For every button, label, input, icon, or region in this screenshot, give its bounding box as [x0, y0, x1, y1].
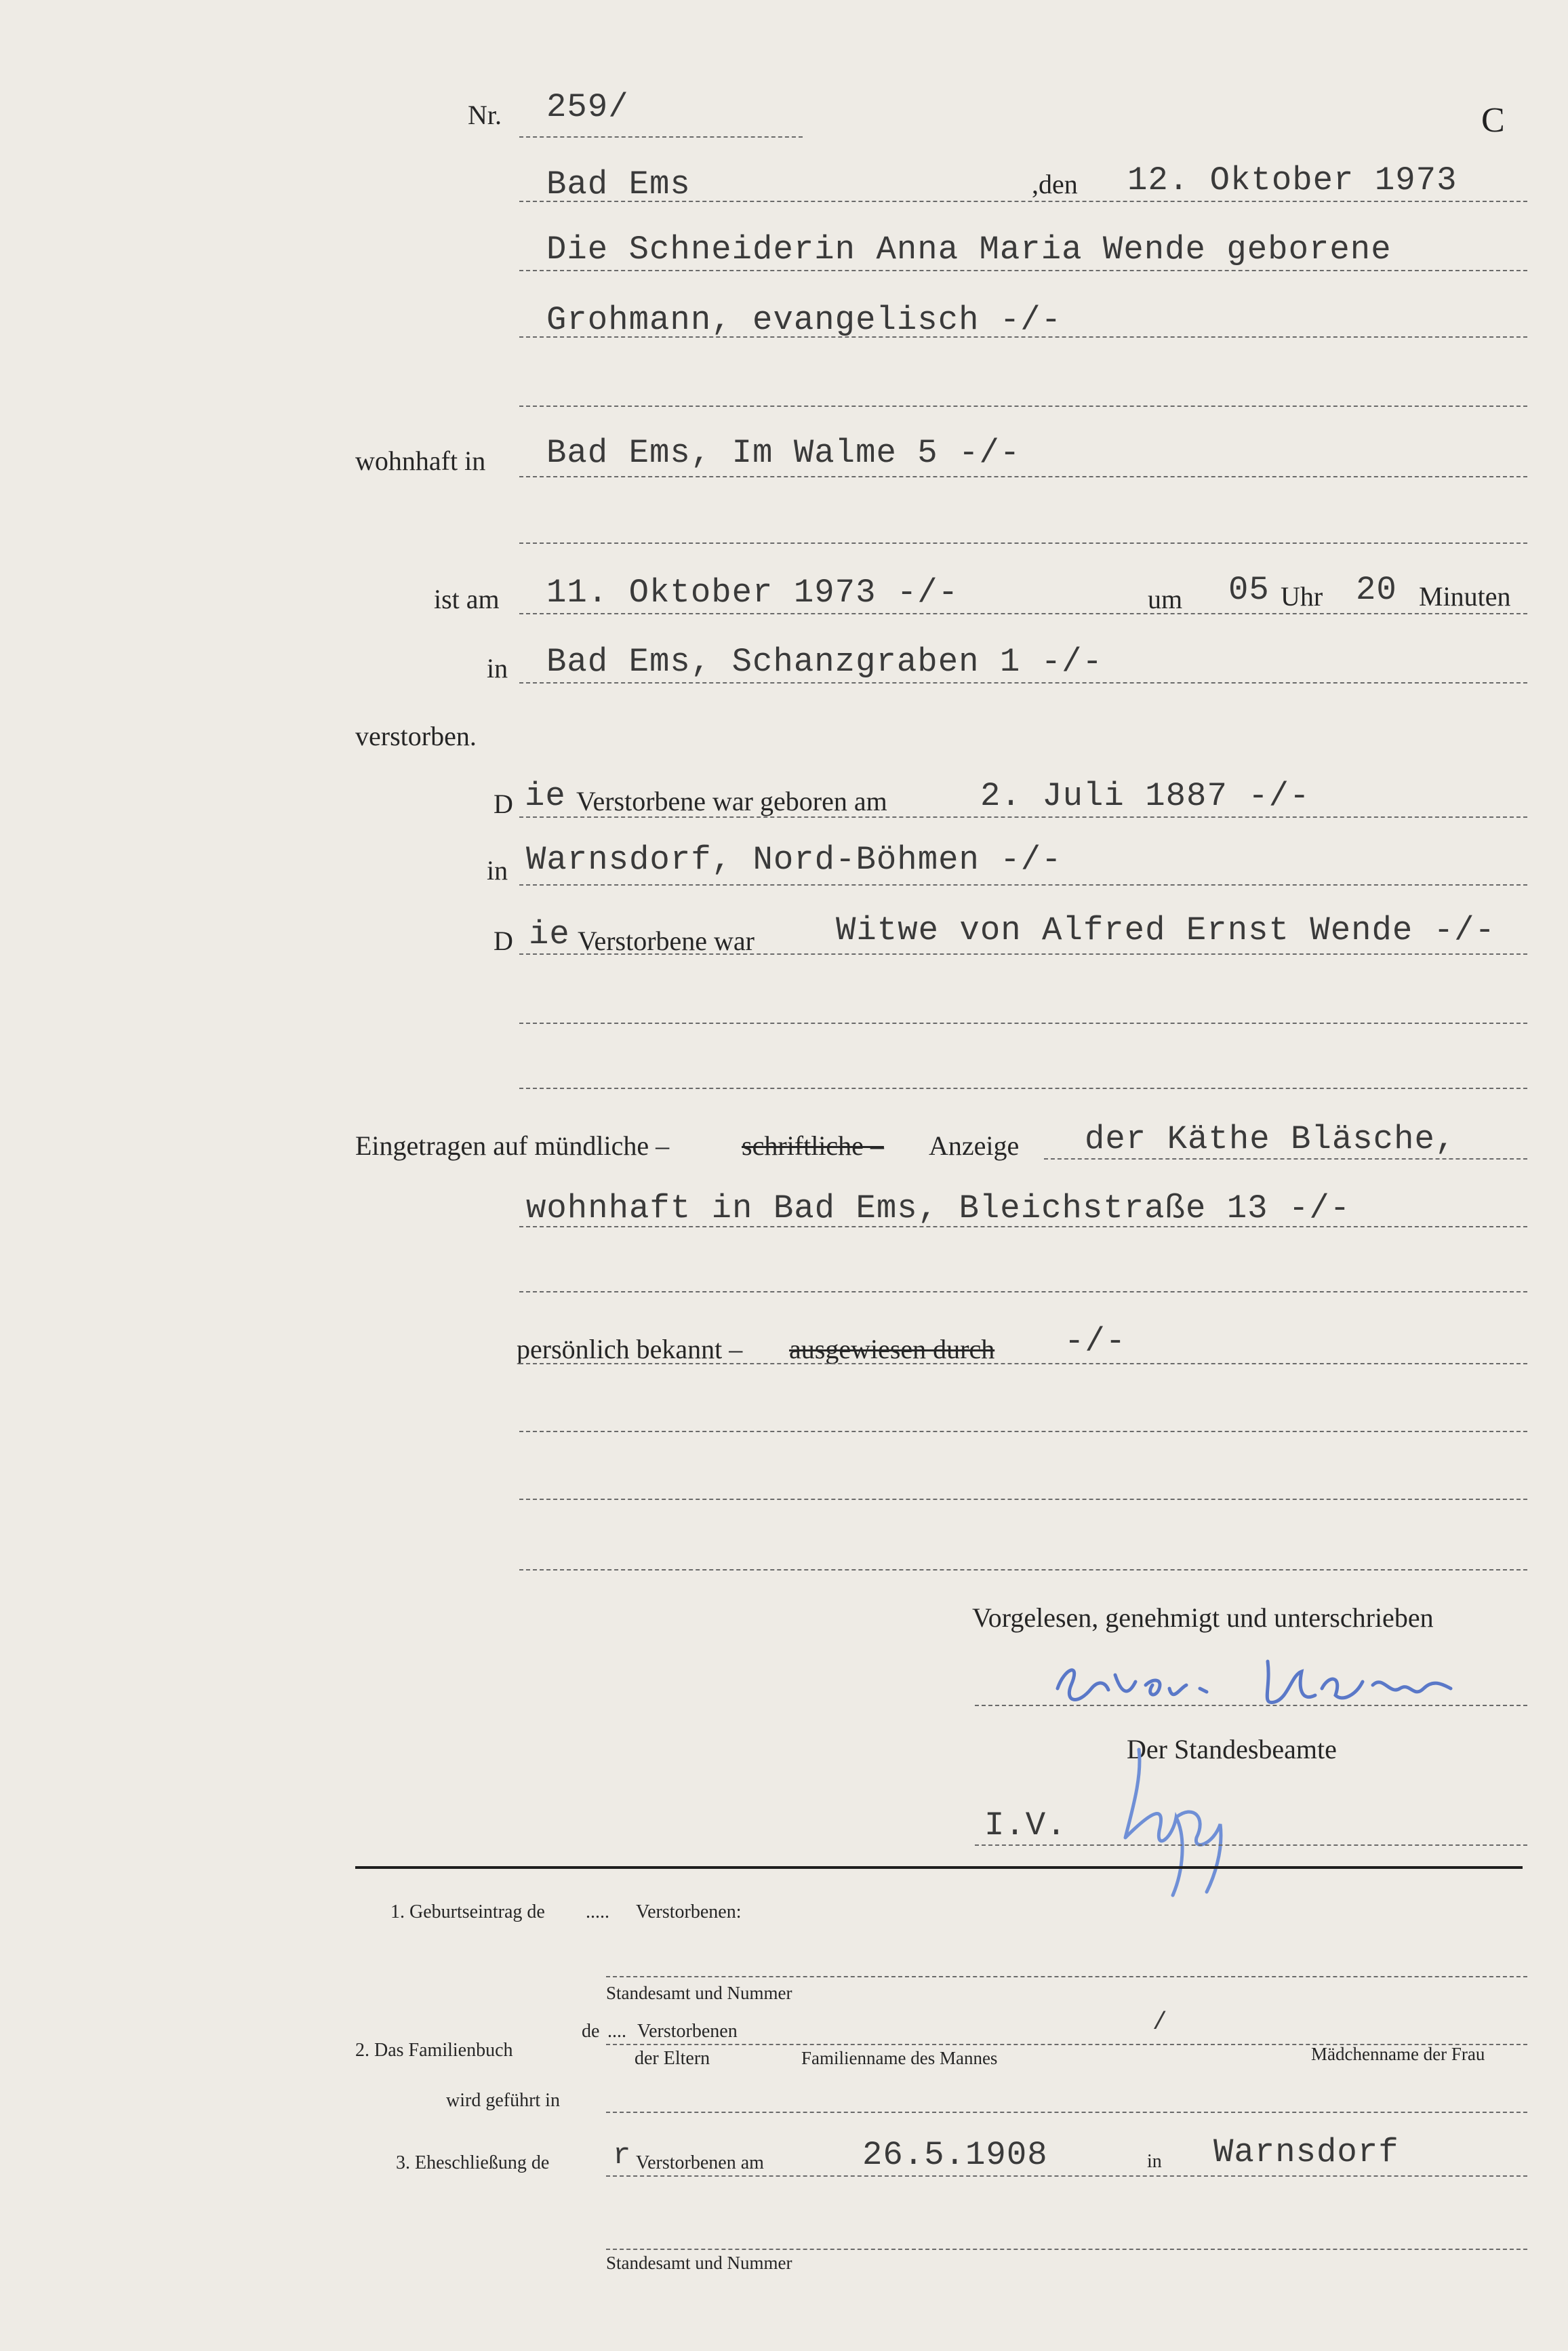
- verstorben-label: verstorben.: [355, 721, 477, 751]
- registration-label-end: Anzeige: [929, 1130, 1020, 1161]
- blank-line-3: [519, 1023, 1527, 1024]
- ist-am-label: ist am: [434, 584, 500, 614]
- birth-in-label: in: [487, 855, 508, 886]
- status-value: Witwe von Alfred Ernst Wende -/-: [836, 911, 1495, 949]
- status-label: Verstorbene war: [578, 926, 755, 956]
- birth-place: Warnsdorf, Nord-Böhmen -/-: [526, 841, 1062, 879]
- person-line-2-rule: [519, 336, 1527, 338]
- item3-standesamt: Standesamt und Nummer: [606, 2253, 792, 2273]
- item1-line: [606, 1976, 1527, 1977]
- blank-line-6: [519, 1431, 1527, 1432]
- birth-d-suffix: ie: [525, 777, 566, 815]
- issue-date: 12. Oktober 1973: [1127, 161, 1458, 199]
- item2-wird-line: [606, 2112, 1527, 2113]
- registration-label-start: Eingetragen auf mündliche –: [355, 1130, 670, 1161]
- registrar-label: Der Standesbeamte: [1127, 1734, 1337, 1764]
- identity-value: -/-: [1064, 1322, 1127, 1360]
- item2-maiden: Mädchenname der Frau: [1311, 2044, 1485, 2064]
- item2-slash: /: [1152, 2009, 1168, 2036]
- corner-letter: C: [1481, 101, 1505, 140]
- informant-address: wohnhaft in Bad Ems, Bleichstraße 13 -/-: [526, 1189, 1351, 1227]
- item2-label: 2. Das Familienbuch: [355, 2040, 513, 2061]
- item3-line: [606, 2175, 1527, 2177]
- item3-in: in: [1147, 2151, 1162, 2172]
- informant-name-line: [1044, 1158, 1527, 1160]
- death-hour: 05: [1228, 571, 1270, 609]
- registration-strike: schriftliche –: [742, 1130, 884, 1161]
- person-line-1: Die Schneiderin Anna Maria Wende geborene: [546, 231, 1392, 269]
- item1-label: 1. Geburtseintrag de: [390, 1901, 545, 1922]
- blank-line-2: [519, 542, 1527, 544]
- nr-value: 259/: [546, 88, 629, 126]
- read-approved-text: Vorgelesen, genehmigt und unterschrieben: [972, 1602, 1434, 1633]
- item2-family: Familienname des Mannes: [801, 2048, 998, 2068]
- death-date: 11. Oktober 1973 -/-: [546, 574, 959, 612]
- informant-signature-icon: [1044, 1648, 1505, 1722]
- death-place: Bad Ems, Schanzgraben 1 -/-: [546, 643, 1103, 681]
- birth-d-prefix: D: [494, 789, 513, 819]
- item2-wird: wird geführt in: [446, 2090, 560, 2111]
- nr-label: Nr.: [468, 100, 502, 130]
- residence-label: wohnhaft in: [355, 446, 486, 476]
- item2-subject: Verstorbenen: [637, 2021, 738, 2042]
- blank-line-8: [519, 1569, 1527, 1570]
- registrar-signature-line: [975, 1844, 1527, 1846]
- registrar-signature-icon: [1112, 1736, 1247, 1899]
- status-line: [519, 953, 1527, 955]
- birth-place-line: [519, 884, 1527, 886]
- death-date-line: [519, 613, 1527, 614]
- item3-standesamt-line: [606, 2249, 1527, 2250]
- residence-line: [519, 476, 1527, 477]
- death-minute: 20: [1356, 571, 1397, 609]
- informant-address-line: [519, 1226, 1527, 1227]
- death-in-label: in: [487, 653, 508, 684]
- marriage-place: Warnsdorf: [1213, 2133, 1399, 2171]
- item1-standesamt: Standesamt und Nummer: [606, 1983, 792, 2003]
- blank-line-7: [519, 1499, 1527, 1500]
- birth-label: Verstorbene war geboren am: [576, 786, 887, 816]
- item2-dots: ....: [607, 2021, 626, 2042]
- residence-value: Bad Ems, Im Walme 5 -/-: [546, 434, 1021, 472]
- minuten-label: Minuten: [1419, 581, 1511, 612]
- um-label: um: [1148, 584, 1183, 614]
- item1-dots: .....: [586, 1901, 609, 1922]
- item2-alt: der Eltern: [635, 2048, 710, 2069]
- status-d-suffix: ie: [529, 915, 570, 953]
- person-line-2: Grohmann, evangelisch -/-: [546, 301, 1062, 339]
- person-line-1-rule: [519, 270, 1527, 271]
- item2-de: de: [582, 2021, 600, 2042]
- blank-line-4: [519, 1088, 1527, 1089]
- informant-signature-line: [975, 1705, 1527, 1706]
- place-value: Bad Ems: [546, 165, 691, 203]
- identity-line: [519, 1363, 1527, 1364]
- status-d-prefix: D: [494, 926, 513, 956]
- marriage-date: 26.5.1908: [862, 2136, 1048, 2174]
- item3-label: 3. Eheschließung de: [396, 2152, 550, 2173]
- birth-date-line: [519, 816, 1527, 818]
- identity-label: persönlich bekannt –: [517, 1334, 743, 1364]
- identity-strike: ausgewiesen durch: [789, 1334, 995, 1364]
- birth-date: 2. Juli 1887 -/-: [980, 777, 1310, 815]
- item3-subject: Verstorbenen am: [636, 2152, 764, 2173]
- den-label: ,den: [1032, 169, 1078, 199]
- informant-name: der Käthe Bläsche,: [1085, 1120, 1456, 1158]
- blank-line-1: [519, 406, 1527, 407]
- item1-subject: Verstorbenen:: [636, 1901, 742, 1922]
- place-date-line: [519, 201, 1527, 202]
- section-separator: [355, 1866, 1523, 1869]
- iv-text: I.V.: [984, 1806, 1067, 1844]
- nr-line: [519, 136, 803, 138]
- item3-r: r: [613, 2139, 632, 2173]
- death-place-line: [519, 682, 1527, 684]
- blank-line-5: [519, 1291, 1527, 1292]
- uhr-label: Uhr: [1281, 581, 1323, 612]
